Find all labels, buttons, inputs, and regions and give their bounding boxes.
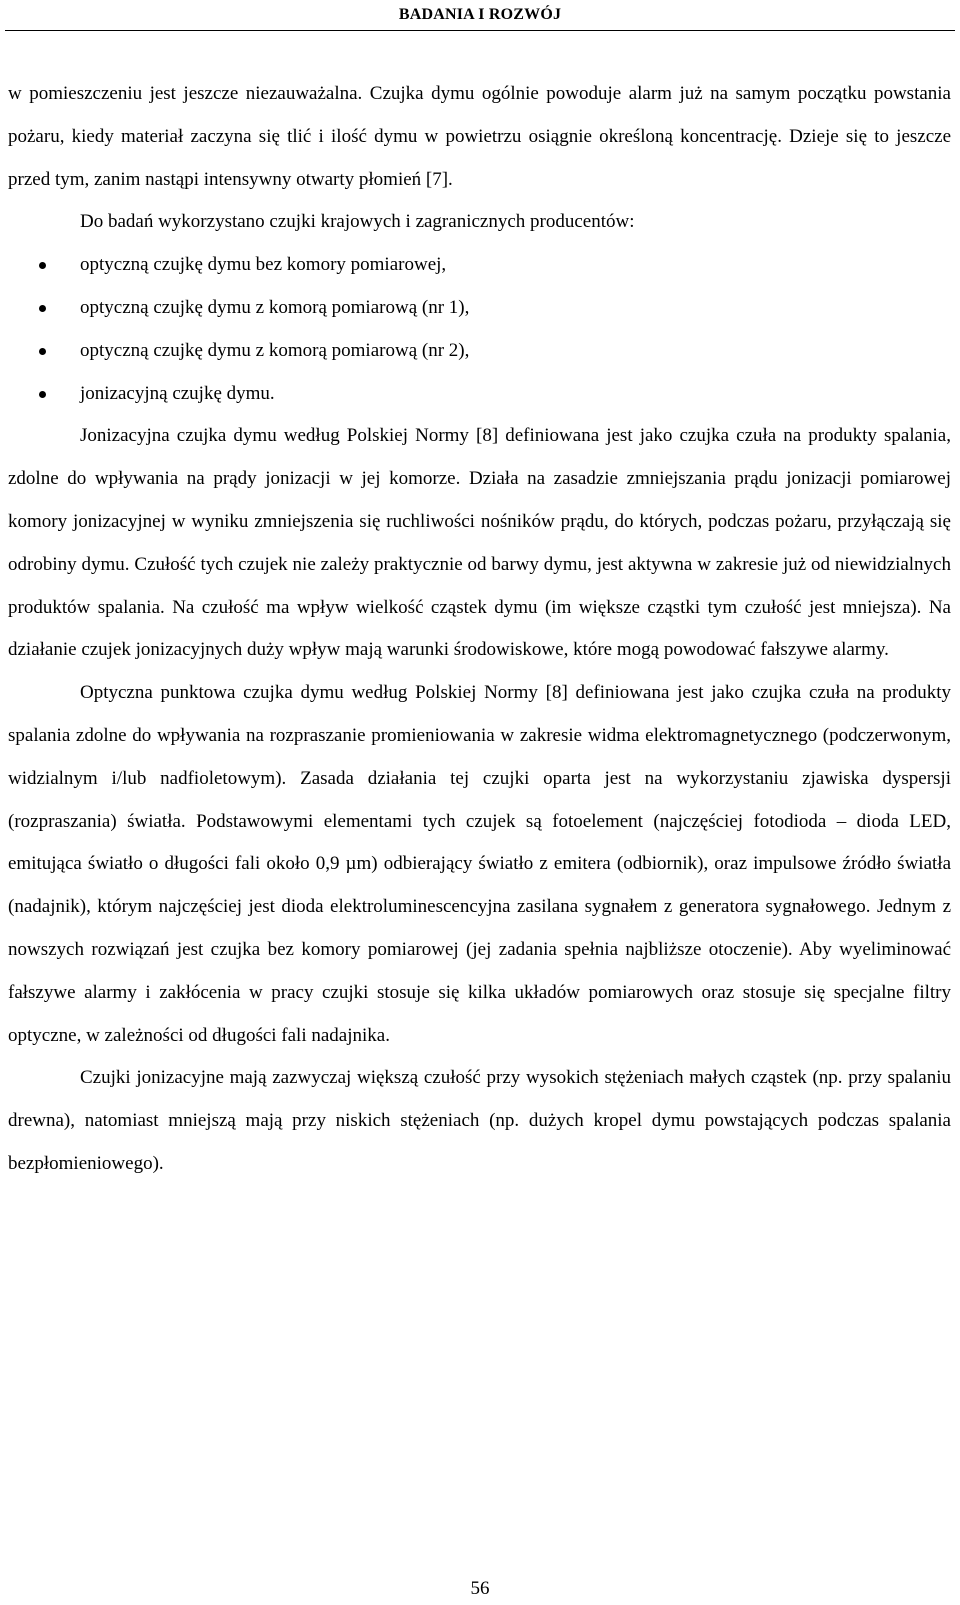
paragraph-continuation: w pomieszczeniu jest jeszcze niezauważalna. Czujka dymu ogólnie powoduje alarm już na samym początku powstania pożaru, kiedy materiał zaczyna się tlić i ilość dymu w powietrzu osiągnie określoną koncentrację. Dzieje się to jeszcze przed tym, zanim nastąpi intensywny otwarty płomień [7]. [8,83,951,190]
header-title: BADANIA I ROZWÓJ [398,6,562,23]
page-number: 56 [470,1578,490,1599]
bullet-icon [39,391,46,398]
bullet-icon [39,262,46,269]
list-item-text: optyczną czujkę dymu z komorą pomiarową (nr 1), [80,296,470,318]
paragraph-intro-list: Do badań wykorzystano czujki krajowych i zagranicznych producentów: [80,211,635,233]
paragraph-sensitivity: Czujki jonizacyjne mają zazwyczaj większą czułość przy wysokich stężeniach małych cząstek (np. przy spalaniu drewna), natomiast mniejszą mają przy niskich stężeniach (np. dużych kropel dymu powstających podczas spalania bezpłomieniowego). [8,1067,951,1174]
list-item [8,373,951,416]
header-rule [5,30,955,31]
list-item [8,330,951,373]
list-item [8,244,951,287]
paragraph-ionization: Jonizacyjna czujka dymu według Polskiej Normy [8] definiowana jest jako czujka czuła na produkty spalania, zdolne do wpływania na prądy jonizacji w jej komorze. Działa na zasadzie zmniejszania prądu jonizacji pomiarowej komory jonizacyjnej w wyniku zmniejszenia się ruchliwości nośników prądu, do których, podczas pożaru, przyłączają się odrobiny dymu. Czułość tych czujek nie zależy praktycznie od barwy dymu, jest aktywna w zakresie już od niewidzialnych produktów spalania. Na czułość ma wpływ wielkość cząstek dymu (im większe cząstki tym czułość jest mniejsza). Na działanie czujek jonizacyjnych duży wpływ mają warunki środowiskowe, które mogą powodować fałszywe alarmy. [8,425,951,661]
list-item-text: optyczną czujkę dymu bez komory pomiarowej, [80,254,447,276]
list-item-text: optyczną czujkę dymu z komorą pomiarową (nr 2), [80,339,470,361]
list-item-text: jonizacyjną czujkę dymu. [80,382,275,404]
bullet-icon [39,348,46,355]
body-text [8,73,951,1186]
paragraph-optical: Optyczna punktowa czujka dymu według Polskiej Normy [8] definiowana jest jako czujka czuła na produkty spalania zdolne do wpływania na rozpraszanie promieniowania w zakresie widma elektromagnetycznego (podczerwonym, widzialnym i/lub nadfioletowym). Zasada działania tej czujki oparta jest na wykorzystaniu zjawiska dyspersji (rozpraszania) światła. Podstawowymi elementami tych czujek są fotoelement (najczęściej fotodioda – dioda LED, emitująca światło o długości fali około 0,9 µm) odbierający światło z emitera (odbiornik), oraz impulsowe źródło światła (nadajnik), którym najczęściej jest dioda elektroluminescencyjna zasilana sygnałem z generatora sygnałowego. Jednym z nowszych rozwiązań jest czujka bez komory pomiarowej (jej zadania spełnia najbliższe otoczenie). Aby wyeliminować fałszywe alarmy i zakłócenia w pracy czujki stosuje się kilka układów pomiarowych oraz stosuje się specjalne filtry optyczne, w zależności od długości fali nadajnika. [8,682,951,1046]
bullet-icon [39,305,46,312]
detector-list [8,244,951,415]
page-header [0,0,960,30]
list-item [8,287,951,330]
